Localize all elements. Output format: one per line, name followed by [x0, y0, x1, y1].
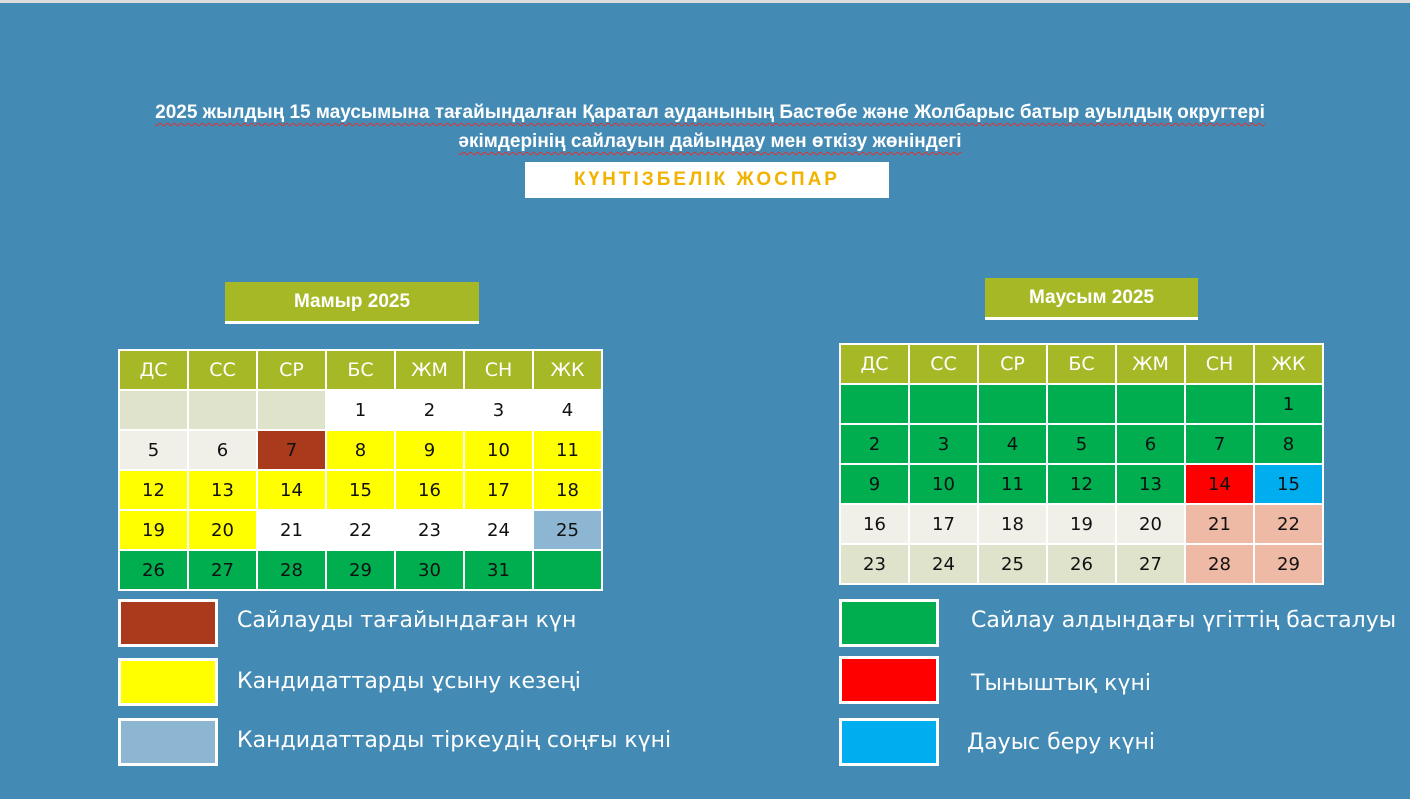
calendar-day-cell: 3	[909, 424, 978, 464]
page-subtitle: КҮНТІЗБЕЛІК ЖОСПАР	[525, 162, 889, 198]
calendar-day-cell: 24	[464, 510, 533, 550]
calendar-day-cell: 22	[1254, 504, 1323, 544]
weekday-header: ДС	[119, 350, 188, 390]
calendar-empty-cell	[909, 384, 978, 424]
calendar-day-cell: 12	[119, 470, 188, 510]
calendar-week-row	[840, 464, 1323, 504]
legend-swatch-campaign-start	[839, 599, 939, 647]
calendar-day-cell: 21	[257, 510, 326, 550]
weekday-header: СН	[464, 350, 533, 390]
may-calendar	[118, 349, 603, 591]
calendar-day-cell: 14	[257, 470, 326, 510]
calendar-day-cell: 18	[978, 504, 1047, 544]
calendar-day-cell: 7	[1185, 424, 1254, 464]
weekday-header: ЖМ	[395, 350, 464, 390]
calendar-empty-cell	[1116, 384, 1185, 424]
weekday-header: СР	[257, 350, 326, 390]
calendar-day-cell: 29	[326, 550, 395, 590]
legend-swatch-registration-deadline	[118, 718, 218, 766]
calendar-day-cell: 21	[1185, 504, 1254, 544]
weekday-header: ЖМ	[1116, 344, 1185, 384]
calendar-day-cell: 4	[533, 390, 602, 430]
calendar-day-cell: 25	[978, 544, 1047, 584]
calendar-empty-cell	[1047, 384, 1116, 424]
calendar-day-cell: 4	[978, 424, 1047, 464]
calendar-day-cell: 18	[533, 470, 602, 510]
legend-swatch-nomination-period	[118, 658, 218, 706]
calendar-empty-cell	[119, 390, 188, 430]
calendar-day-cell: 13	[1116, 464, 1185, 504]
calendar-day-cell: 7	[257, 430, 326, 470]
weekday-header: СН	[1185, 344, 1254, 384]
calendar-day-cell: 17	[464, 470, 533, 510]
june-calendar	[839, 343, 1324, 585]
calendar-day-cell: 13	[188, 470, 257, 510]
calendar-day-cell: 22	[326, 510, 395, 550]
legend-swatch-voting-day	[839, 718, 939, 766]
weekday-header: ЖК	[1254, 344, 1323, 384]
calendar-empty-cell	[188, 390, 257, 430]
title-line-1: 2025 жылдың 15 маусымына тағайындалған Қаратал ауданының Бастөбе және Жолбарыс батыр ауылдық округтері	[155, 102, 1265, 123]
calendar-day-cell: 26	[119, 550, 188, 590]
calendar-day-cell: 19	[1047, 504, 1116, 544]
calendar-empty-cell	[978, 384, 1047, 424]
calendar-empty-cell	[840, 384, 909, 424]
calendar-day-cell: 28	[1185, 544, 1254, 584]
weekday-header: БС	[326, 350, 395, 390]
calendar-day-cell: 27	[1116, 544, 1185, 584]
legend-label-registration-deadline: Кандидаттарды тіркеудің соңғы күні	[237, 728, 672, 753]
calendar-day-cell: 16	[840, 504, 909, 544]
calendar-day-cell: 19	[119, 510, 188, 550]
title-line-2: әкімдерінің сайлауын дайындау мен өткізу жөніндегі	[458, 131, 962, 152]
calendar-day-cell: 31	[464, 550, 533, 590]
calendar-day-cell: 16	[395, 470, 464, 510]
calendar-day-cell: 5	[119, 430, 188, 470]
calendar-day-cell: 9	[395, 430, 464, 470]
calendar-week-row	[840, 384, 1323, 424]
calendar-week-row	[119, 550, 602, 590]
calendar-day-cell: 10	[464, 430, 533, 470]
calendar-empty-cell	[533, 550, 602, 590]
weekday-header: БС	[1047, 344, 1116, 384]
legend-label-silence-day: Тыныштық күні	[971, 671, 1151, 696]
weekday-header: ДС	[840, 344, 909, 384]
june-month-title: Маусым 2025	[985, 278, 1198, 320]
page-title	[90, 98, 1330, 156]
calendar-day-cell: 26	[1047, 544, 1116, 584]
calendar-day-cell: 10	[909, 464, 978, 504]
calendar-day-cell: 2	[840, 424, 909, 464]
legend-label-voting-day: Дауыс беру күні	[967, 730, 1156, 755]
calendar-day-cell: 5	[1047, 424, 1116, 464]
legend-label-campaign-start: Сайлау алдындағы үгіттің басталуы	[971, 608, 1397, 633]
calendar-day-cell: 20	[188, 510, 257, 550]
calendar-day-cell: 11	[533, 430, 602, 470]
calendar-day-cell: 1	[1254, 384, 1323, 424]
calendar-week-row	[840, 504, 1323, 544]
weekday-header: СС	[188, 350, 257, 390]
calendar-week-row	[119, 390, 602, 430]
legend-label-nomination-period: Кандидаттарды ұсыну кезеңі	[237, 669, 581, 694]
calendar-empty-cell	[257, 390, 326, 430]
calendar-day-cell: 30	[395, 550, 464, 590]
calendar-day-cell: 29	[1254, 544, 1323, 584]
calendar-week-row	[840, 424, 1323, 464]
calendar-day-cell: 6	[1116, 424, 1185, 464]
legend-swatch-silence-day	[839, 656, 939, 704]
calendar-week-row	[119, 430, 602, 470]
calendar-day-cell: 11	[978, 464, 1047, 504]
top-border-line	[0, 0, 1410, 3]
legend-swatch-appointment-day	[118, 599, 218, 647]
legend-label-appointment-day: Сайлауды тағайындаған күн	[237, 608, 577, 633]
weekday-header-row	[840, 344, 1323, 384]
calendar-day-cell: 3	[464, 390, 533, 430]
calendar-day-cell: 8	[1254, 424, 1323, 464]
calendar-day-cell: 17	[909, 504, 978, 544]
calendar-week-row	[119, 470, 602, 510]
calendar-day-cell: 14	[1185, 464, 1254, 504]
calendar-day-cell: 8	[326, 430, 395, 470]
weekday-header: СР	[978, 344, 1047, 384]
calendar-day-cell: 23	[395, 510, 464, 550]
calendar-day-cell: 1	[326, 390, 395, 430]
calendar-day-cell: 27	[188, 550, 257, 590]
calendar-week-row	[840, 544, 1323, 584]
calendar-day-cell: 25	[533, 510, 602, 550]
calendar-day-cell: 9	[840, 464, 909, 504]
weekday-header: ЖК	[533, 350, 602, 390]
calendar-day-cell: 24	[909, 544, 978, 584]
calendar-week-row	[119, 510, 602, 550]
weekday-header-row	[119, 350, 602, 390]
calendar-day-cell: 28	[257, 550, 326, 590]
may-month-title: Мамыр 2025	[225, 282, 479, 324]
calendar-day-cell: 23	[840, 544, 909, 584]
calendar-empty-cell	[1185, 384, 1254, 424]
calendar-day-cell: 12	[1047, 464, 1116, 504]
calendar-day-cell: 2	[395, 390, 464, 430]
weekday-header: СС	[909, 344, 978, 384]
calendar-day-cell: 20	[1116, 504, 1185, 544]
calendar-day-cell: 15	[326, 470, 395, 510]
calendar-day-cell: 15	[1254, 464, 1323, 504]
calendar-day-cell: 6	[188, 430, 257, 470]
